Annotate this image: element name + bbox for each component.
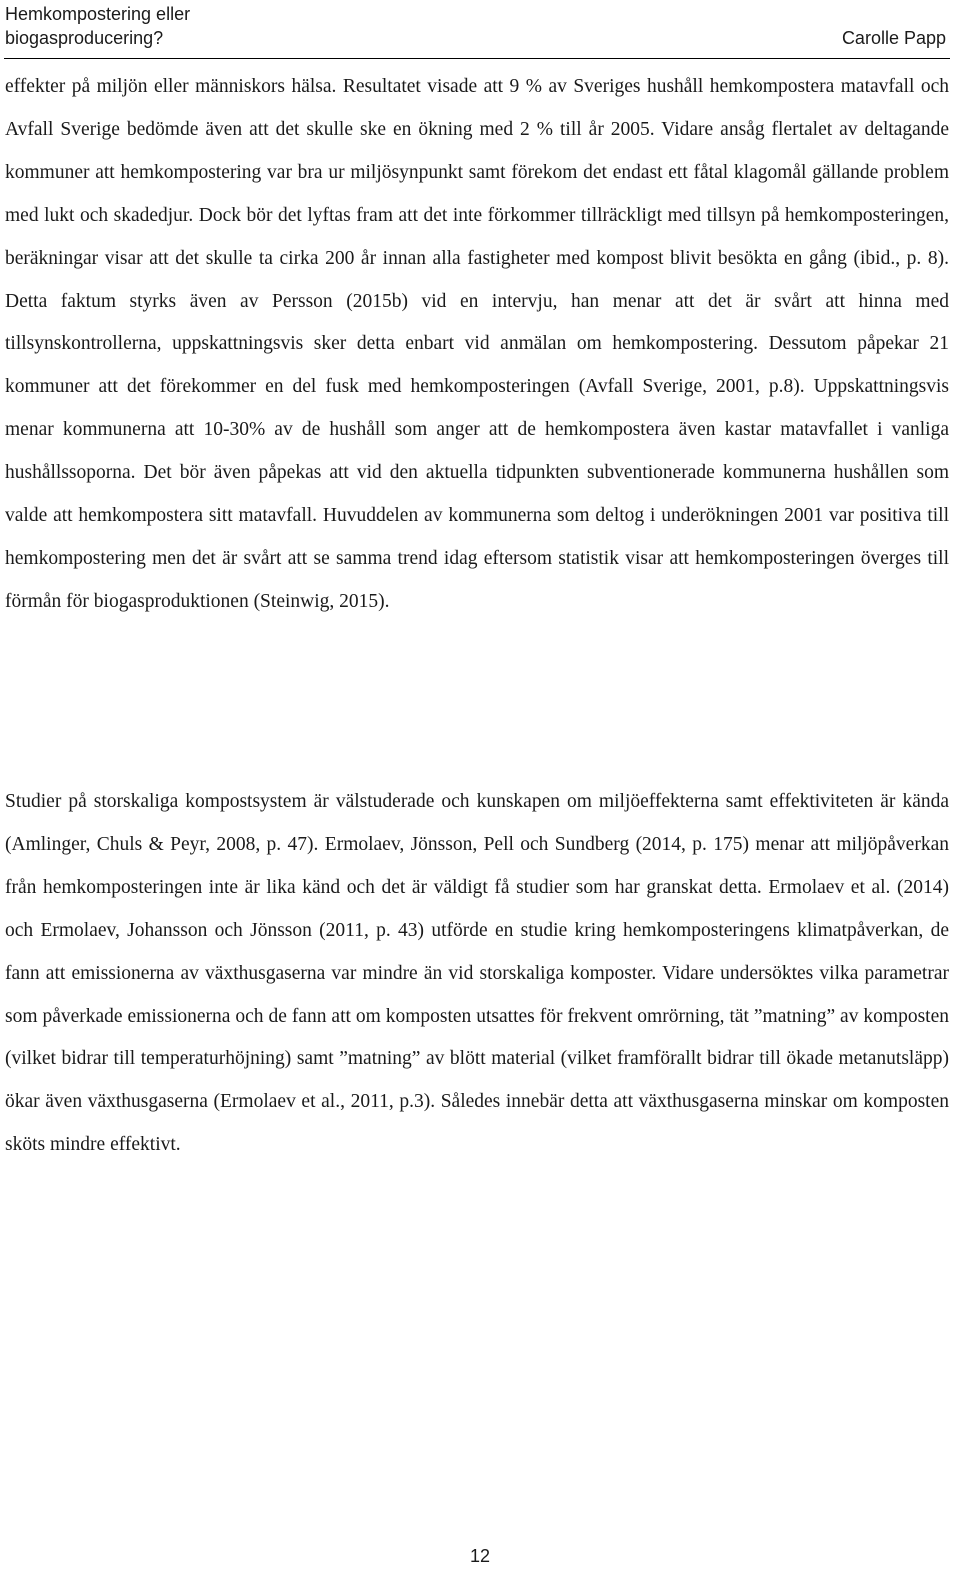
- header-divider: [4, 58, 950, 59]
- author-name: Carolle Papp: [841, 28, 946, 48]
- body-paragraph-2: Studier på storskaliga kompostsystem är välstuderade och kunskapen om miljöeffekterna samt effektiviteten är kända (Amlinger, Chuls & Peyr, 2008, p. 47). Ermolaev, Jönsson, Pell och Sundberg (2014, p. 175) menar att miljöpåverkan från hemkomposteringen inte är lika känd och det är väldigt få studier som har granskat detta. Ermolaev et al. (2014) och Ermolaev, Johansson och Jönsson (2011, p. 43) utförde en studie kring hemkomposteringens klimatpåverkan, de fann att emissionerna av växthusgaserna var mindre än vid storskaliga komposter. Vidare undersöktes vilka parametrar som påverkade emissionerna och de fann att om komposten utsattes för frekvent omrörning, tät ”matning” av komposten (vilket bidrar till temperaturhöjning) samt ”matning” av blött material (vilket framförallt bidrar till ökade metanutsläpp) ökar även växthusgaserna (Ermolaev et al., 2011, p.3). Således innebär detta att växthusgaserna minskar om komposten sköts mindre effektivt.: [5, 791, 949, 1156]
- page-header: [0, 0, 960, 62]
- document-title: Hemkompostering eller biogasproducering?: [5, 4, 191, 48]
- body-paragraph-1: effekter på miljön eller människors hälsa. Resultatet visade att 9 % av Sveriges hushåll hemkompostera matavfall och Avfall Sverige bedömde även att det skulle ske en ökning med 2 % till år 2005. Vidare ansåg flertalet av deltagande kommuner att hemkompostering var bra ur miljösynpunkt samt förekom det endast ett fåtal klagomål gällande problem med lukt och skadedjur. Dock bör det lyftas fram att det inte förkommer tillräckligt med tillsyn på hemkomposteringen, beräkningar visar att det skulle ta cirka 200 år innan alla fastigheter med kompost blivit besökta en gång (ibid., p. 8). Detta faktum styrks även av Persson (2015b) vid en intervju, han menar att det är svårt att hinna med tillsynskontrollerna, uppskattningsvis sker detta enbart vid anmälan om hemkompostering. Dessutom påpekar 21 kommuner att det förekommer en del fusk med hemkomposteringen (Avfall Sverige, 2001, p.8). Uppskattningsvis menar kommunerna att 10-30% av de hushåll som anger att de hemkompostera även kastar matavfallet i vanliga hushållssoporna. Det bör även påpekas att vid den aktuella tidpunkten subventionerade kommunerna hushållen som valde att hemkompostera sitt matavfall. Huvuddelen av kommunerna som deltog i underökningen 2001 var positiva till hemkompostering men det är svårt att se samma trend idag eftersom statistik visar att hemkomposteringen överges till förmån för biogasproduktionen (Steinwig, 2015).: [5, 76, 949, 612]
- page-number: 12: [469, 1546, 491, 1566]
